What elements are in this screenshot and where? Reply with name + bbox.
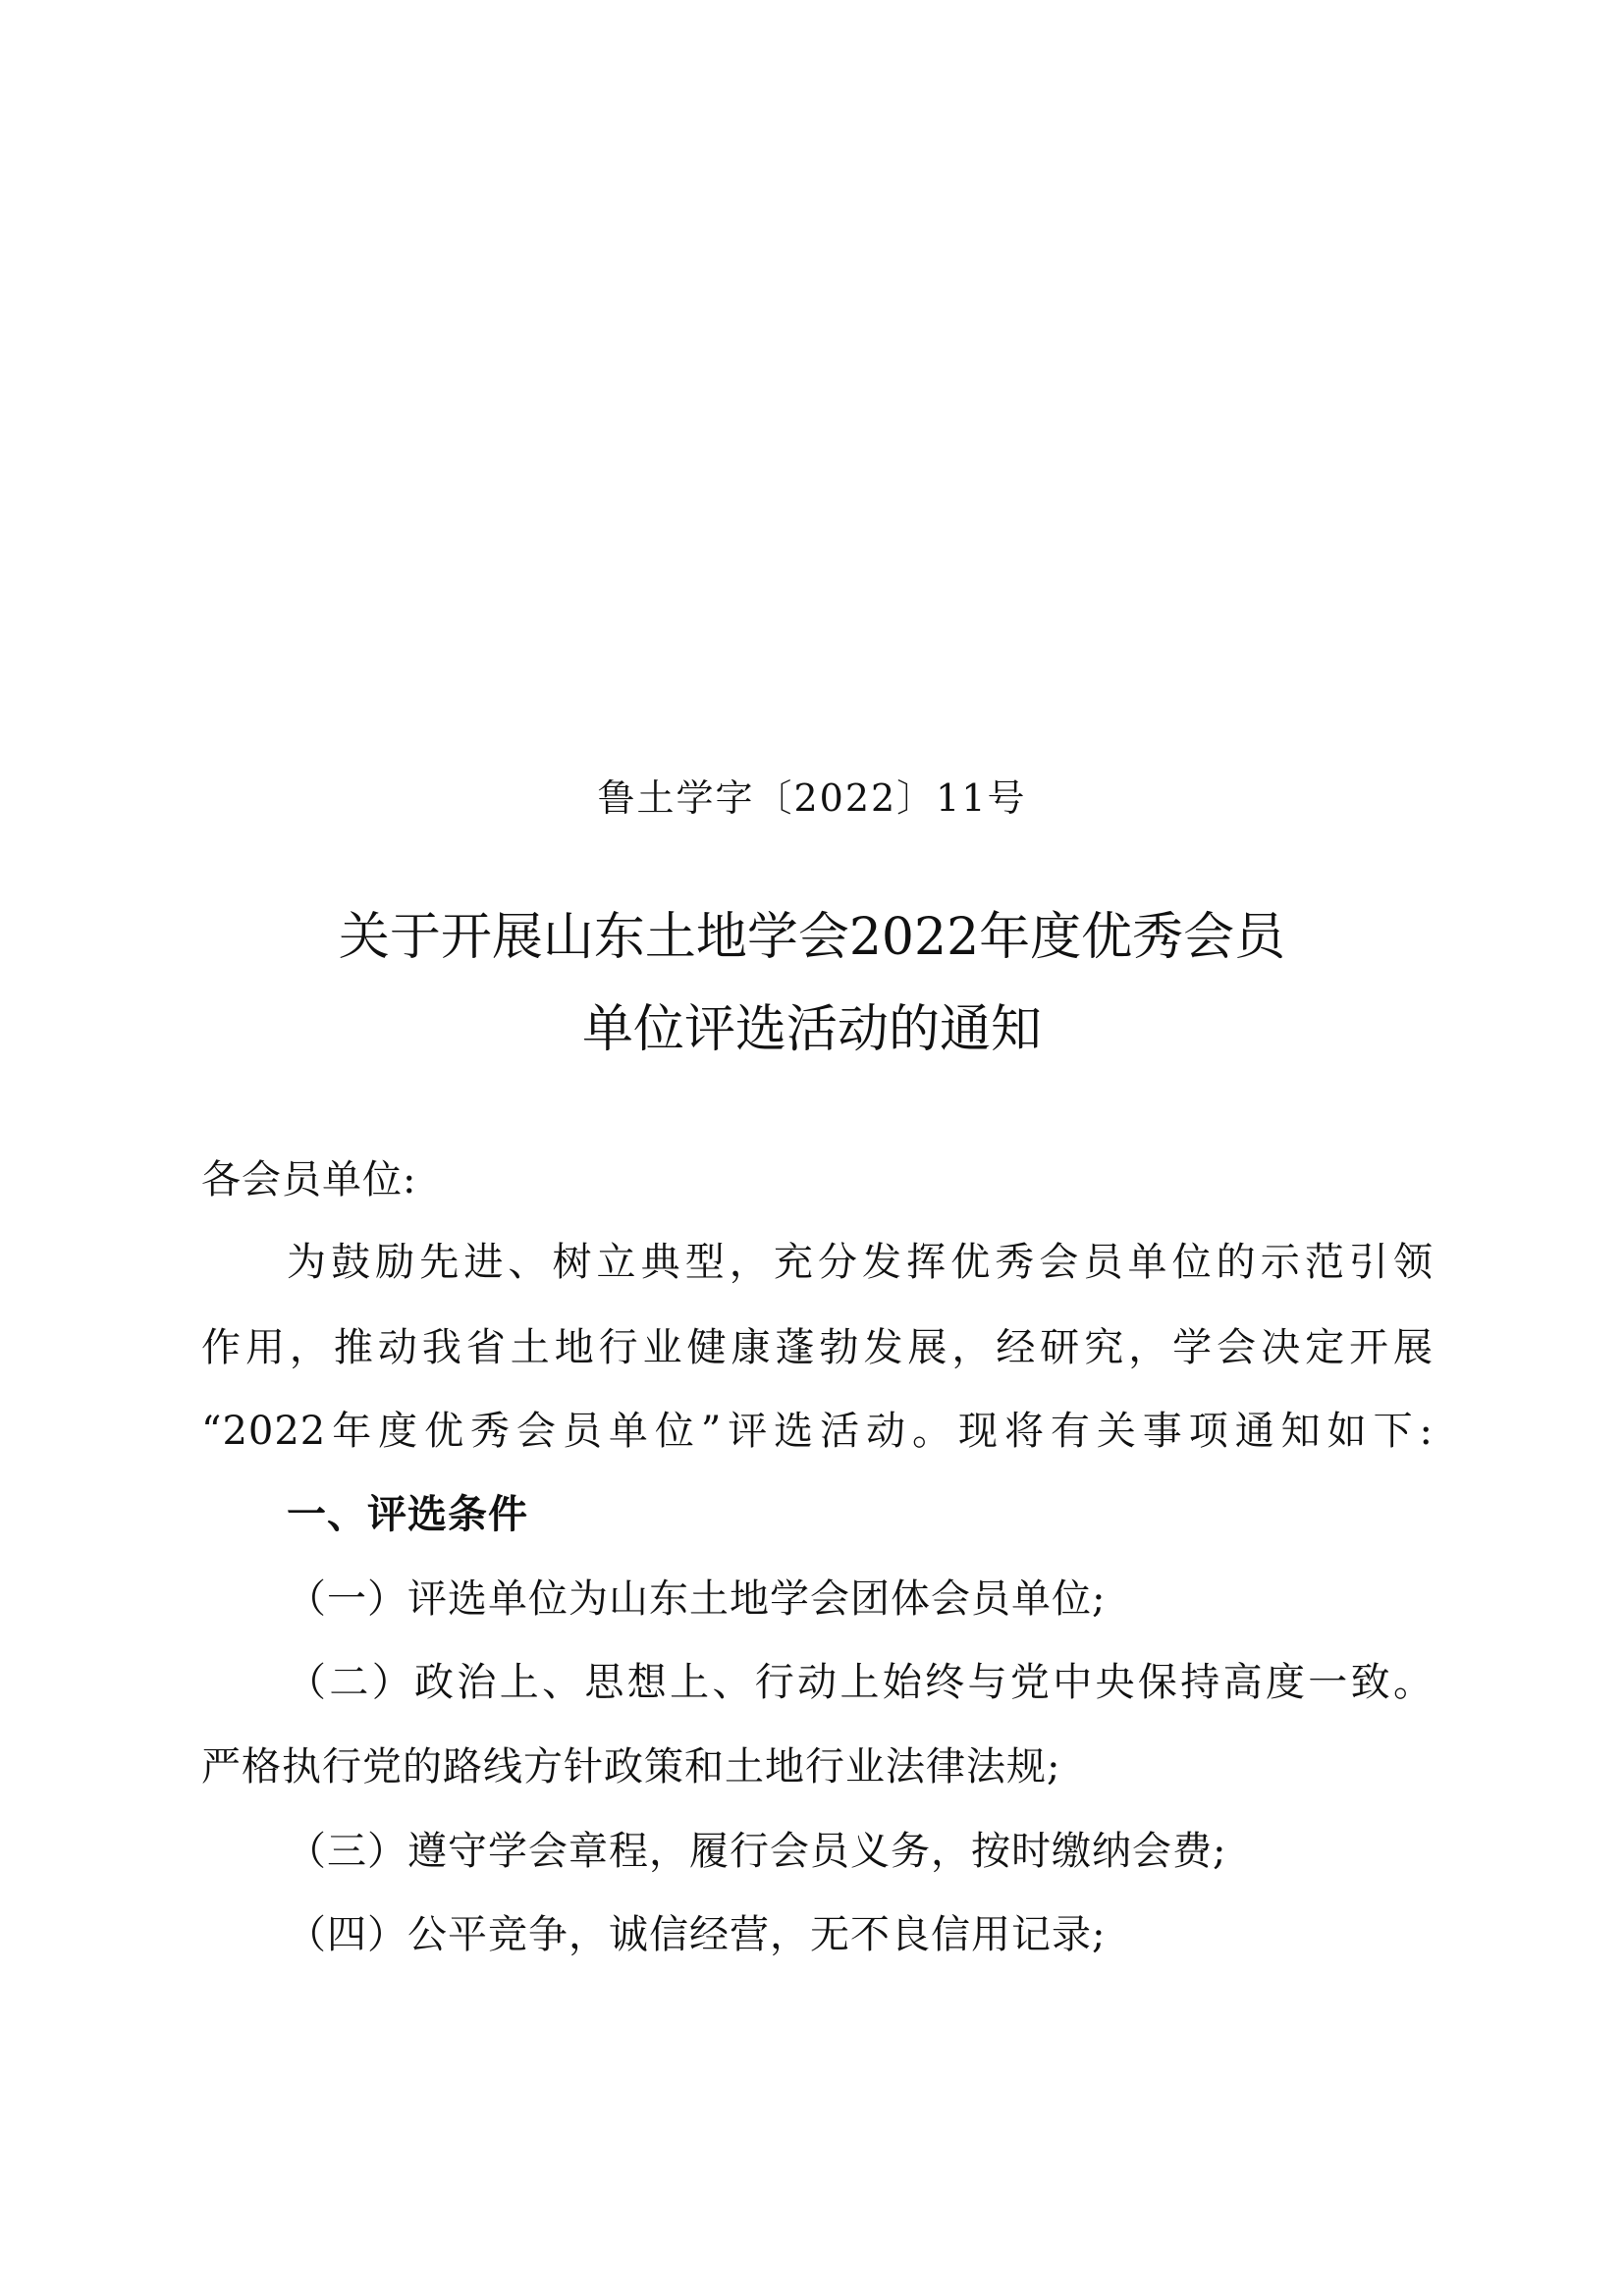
section-heading: 一、评选条件 <box>287 1492 528 1537</box>
condition-3: （三）遵守学会章程，履行会员义务，按时缴纳会费; <box>287 1829 1227 1874</box>
salutation: 各会员单位: <box>201 1157 417 1202</box>
title-line-1: 关于开展山东土地学会2022年度优秀会员 <box>338 908 1286 967</box>
title-line-2: 单位评选活动的通知 <box>581 1000 1042 1059</box>
intro-line-1: 为鼓励先进、树立典型，充分发挥优秀会员单位的示范引领 <box>287 1240 1434 1285</box>
document-number: 鲁土学字〔2022〕11号 <box>597 776 1027 820</box>
condition-1: （一）评选单位为山东土地学会团体会员单位; <box>287 1576 1107 1622</box>
condition-4: （四）公平竞争，诚信经营，无不良信用记录; <box>287 1912 1107 1957</box>
intro-line-3: “2022年度优秀会员单位”评选活动。现将有关事项通知如下: <box>201 1409 1434 1454</box>
intro-line-2: 作用，推动我省土地行业健康蓬勃发展，经研究，学会决定开展 <box>201 1325 1434 1370</box>
condition-2-continued: 严格执行党的路线方针政策和土地行业法律法规; <box>201 1744 1061 1789</box>
condition-2: （二）政治上、思想上、行动上始终与党中央保持高度一致。 <box>287 1660 1434 1705</box>
document-title <box>0 891 1624 1076</box>
